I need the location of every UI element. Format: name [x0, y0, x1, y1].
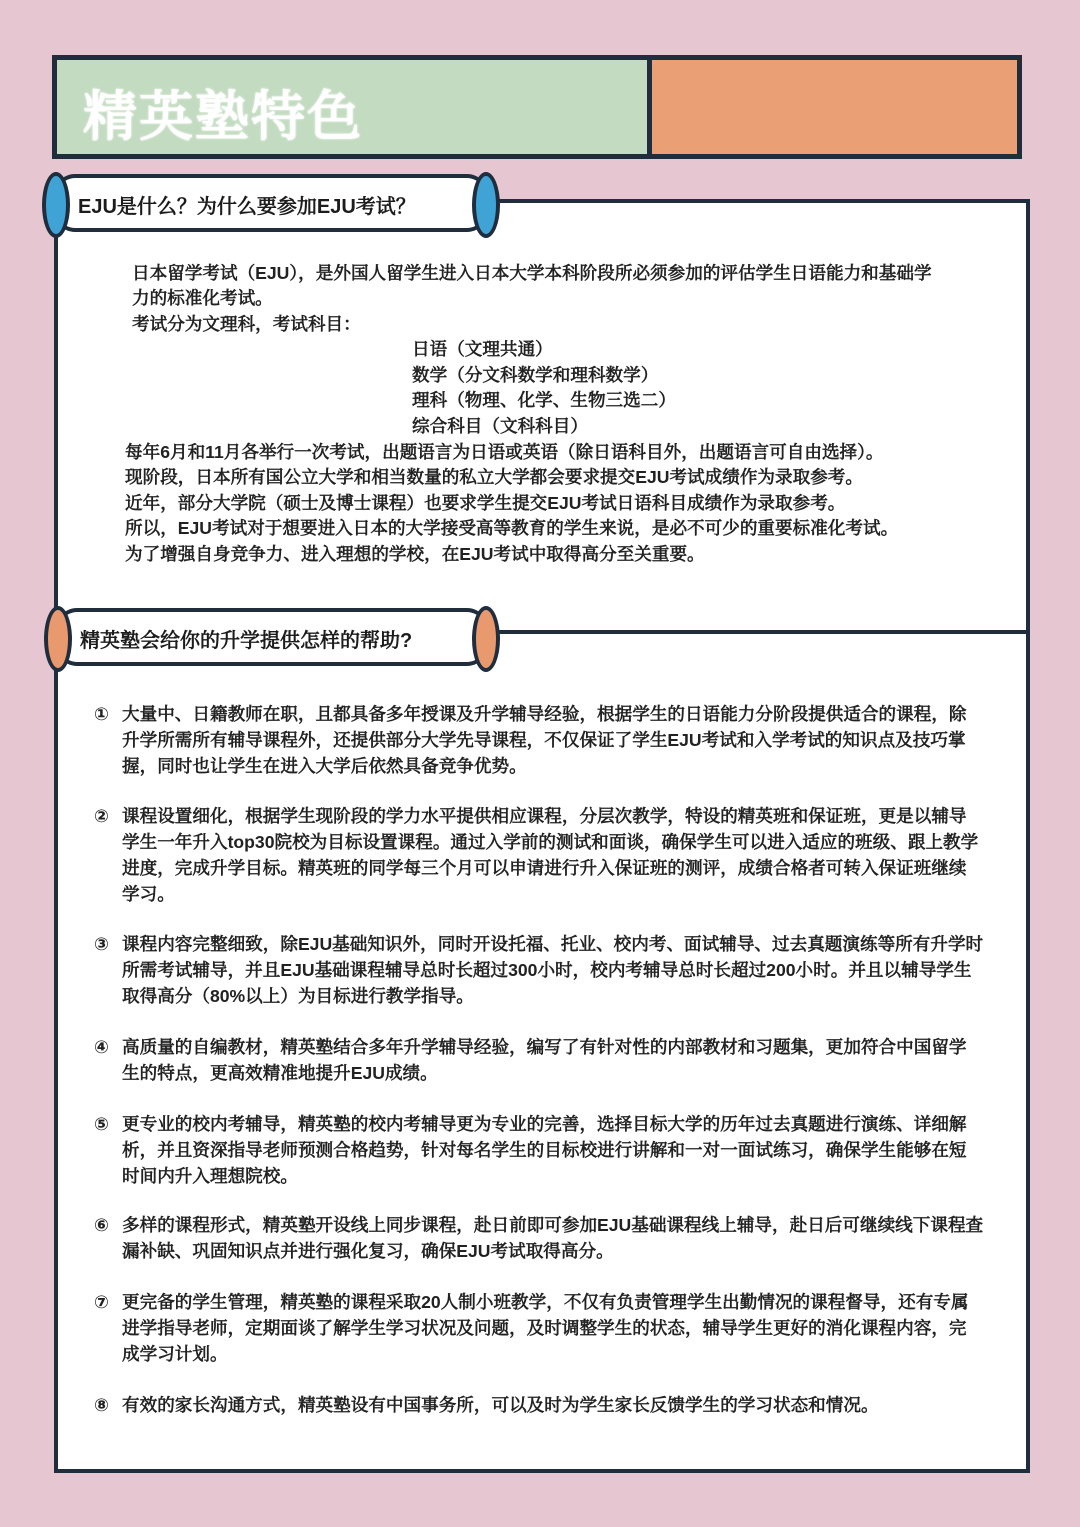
subjects-label: 考试分为文理科，考试科目：: [132, 314, 361, 334]
feature-item: [94, 1034, 984, 1086]
item-number: ⑤: [94, 1114, 109, 1134]
tag-cap-right: [472, 606, 500, 672]
title-banner-orange: [652, 60, 1017, 154]
item-text: 课程内容完整细致，除EJU基础知识外，同时开设托福、托业、校内考、面试辅导、过去真题演练等所有升学时所需考试辅导，并且EJU基础课程辅导总时长超过300小时，校内考辅导总时长超过200小时。并且以辅导学生取得高分（80%以上）为目标进行教学指导。: [122, 934, 984, 1006]
item-number: ②: [94, 806, 109, 826]
subject-item: 数学（分文科数学和理科数学）: [412, 365, 659, 385]
item-text: 更完备的学生管理，精英塾的课程采取20人制小班教学，不仅有负责管理学生出勤情况的课程督导，还有专属进学指导老师，定期面谈了解学生学习状况及问题，及时调整学生的状态，辅导学生更好的消化课程内容，完成学习计划。: [122, 1292, 969, 1364]
item-text: 有效的家长沟通方式，精英塾设有中国事务所，可以及时为学生家长反馈学生的学习状态和情况。: [122, 1395, 879, 1415]
intro-line: 力的标准化考试。: [132, 288, 273, 308]
item-text: 多样的课程形式，精英塾开设线上同步课程，赴日前即可参加EJU基础课程线上辅导，赴日后可继续线下课程查漏补缺、巩固知识点并进行强化复习，确保EJU考试取得高分。: [122, 1215, 984, 1261]
paragraph: 每年6月和11月各举行一次考试，出题语言为日语或英语（除日语科目外，出题语言可自由选择）。: [125, 442, 884, 462]
subject-item: 理科（物理、化学、生物三选二）: [412, 390, 676, 410]
intro-line: 日本留学考试（EJU），是外国人留学生进入日本大学本科阶段所必须参加的评估学生日语能力和基础学: [132, 263, 932, 283]
title-banner: [52, 55, 1022, 159]
tag-cap-left: [44, 606, 72, 672]
item-number: ⑧: [94, 1395, 109, 1415]
item-number: ④: [94, 1037, 109, 1057]
subject-item: 综合科目（文科科目）: [412, 416, 588, 436]
item-number: ③: [94, 934, 109, 954]
paragraph: 所以，EJU考试对于想要进入日本的大学接受高等教育的学生来说，是必不可少的重要标准化考试。: [125, 518, 899, 538]
paragraph: 为了增强自身竞争力、进入理想的学校，在EJU考试中取得高分至关重要。: [125, 544, 705, 564]
feature-item: [94, 1212, 984, 1264]
section1-heading: EJU是什么？为什么要参加EJU考试？: [78, 196, 416, 218]
feature-item: [94, 1392, 984, 1418]
tag-cap-right: [472, 172, 500, 238]
title-banner-green: [57, 60, 652, 154]
item-text: 高质量的自编教材，精英塾结合多年升学辅导经验，编写了有针对性的内部教材和习题集，更加符合中国留学生的特点，更高效精准地提升EJU成绩。: [122, 1037, 967, 1083]
section2-heading-tag: [52, 608, 492, 666]
section1-heading-tag: [50, 174, 492, 232]
paragraph: 现阶段，日本所有国公立大学和相当数量的私立大学都会要求提交EJU考试成绩作为录取参考。: [125, 467, 863, 487]
feature-item: [94, 1111, 984, 1189]
item-text: 课程设置细化，根据学生现阶段的学力水平提供相应课程，分层次教学，特设的精英班和保证班，更是以辅导学生一年升入top30院校为目标设置课程。通过入学前的测试和面谈，确保学生可以进入适应的班级、跟上教学进度，完成升学目标。精英班的同学每三个月可以申请进行升入保证班的测评，成绩合格者可转入保证班继续学习。: [122, 806, 979, 904]
paragraph: 近年，部分大学院（硕士及博士课程）也要求学生提交EJU考试日语科目成绩作为录取参考。: [125, 493, 846, 513]
item-text: 更专业的校内考辅导，精英塾的校内考辅导更为专业的完善，选择目标大学的历年过去真题进行演练、详细解析，并且资深指导老师预测合格趋势，针对每名学生的目标校进行讲解和一对一面试练习，确保学生能够在短时间内升入理想院校。: [122, 1114, 967, 1186]
item-text: 大量中、日籍教师在职，且都具备多年授课及升学辅导经验，根据学生的日语能力分阶段提供适合的课程，除升学所需所有辅导课程外，还提供部分大学先导课程，不仅保证了学生EJU考试和入学考试的知识点及技巧掌握，同时也让学生在进入大学后依然具备竞争优势。: [122, 704, 967, 776]
tag-cap-left: [42, 172, 70, 238]
subject-item: 日语（文理共通）: [412, 339, 553, 359]
item-number: ⑦: [94, 1292, 109, 1312]
feature-item: [94, 1289, 984, 1367]
page-title: 精英塾特色: [83, 87, 363, 147]
section2-heading: 精英塾会给你的升学提供怎样的帮助?: [80, 630, 413, 652]
item-number: ⑥: [94, 1215, 109, 1235]
feature-item: [94, 931, 984, 1009]
item-number: ①: [94, 704, 109, 724]
feature-item: [94, 701, 984, 779]
feature-item: [94, 803, 984, 907]
